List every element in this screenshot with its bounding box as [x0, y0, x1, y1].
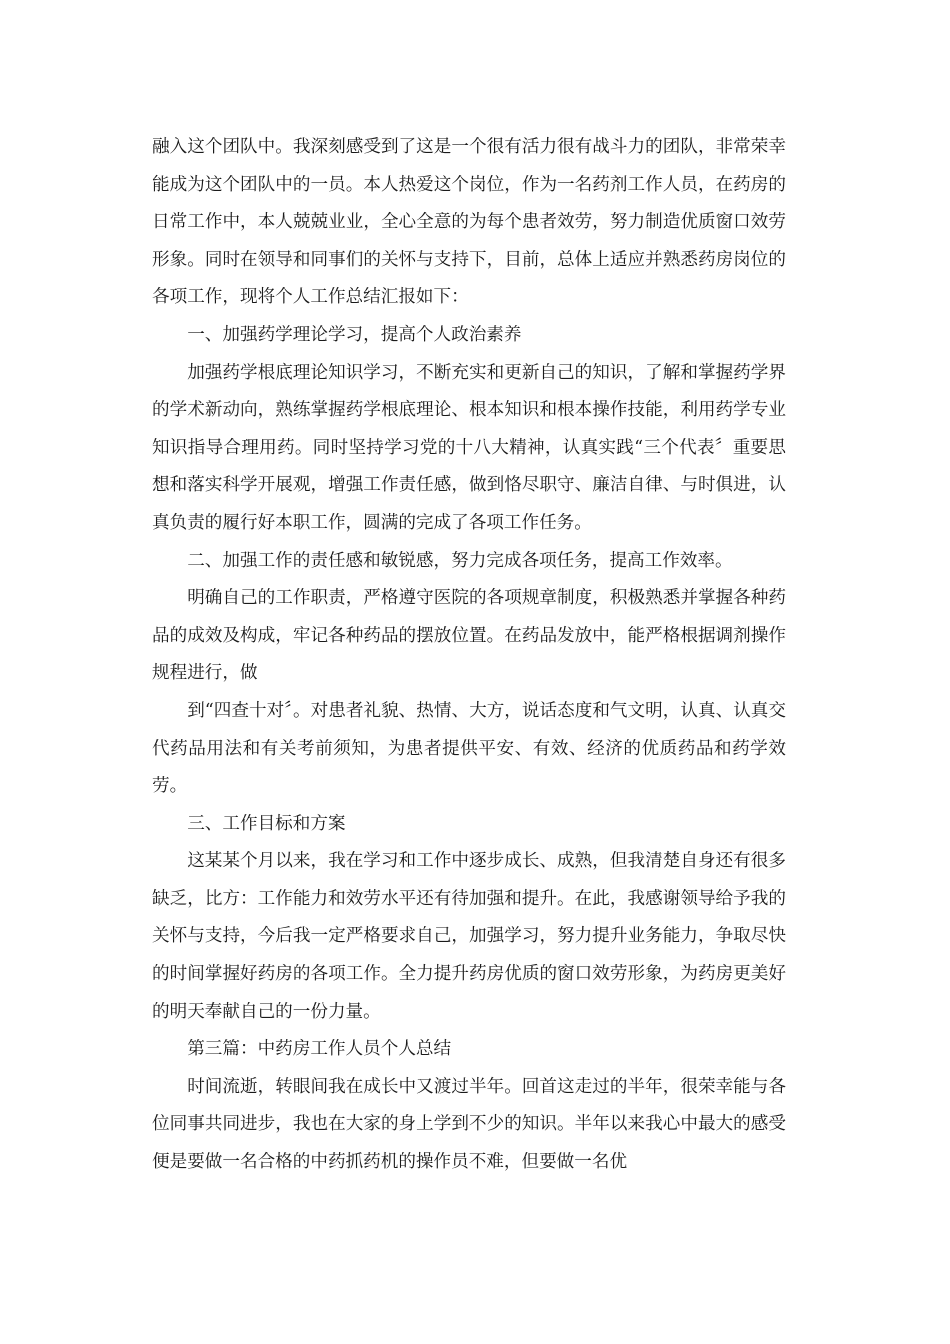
paragraph-section-2b: 到“四查十对〞。对患者礼貌、热情、大方，说话态度和气文明，认真、认真交代药品用法和有关考前须知，为患者提供平安、有效、经济的优质药品和药学效劳。 [152, 700, 786, 797]
chapter-title-part-3: 第三篇：中药房工作人员个人总结 [187, 1039, 452, 1060]
paragraph-section-2a: 明确自己的工作职责，严格遵守医院的各项规章制度，积极熟悉并掌握各种药品的成效及构成，牢记各种药品的摆放位置。在药品发放中，能严格根据调剂操作规程进行，做 [152, 588, 786, 684]
section-heading-3: 三、工作目标和方案 [187, 813, 346, 834]
document-page [152, 129, 786, 1182]
paragraph-section-1: 加强药学根底理论知识学习，不断充实和更新自己的知识，了解和掌握药学界的学术新动向，熟练掌握药学根底理论、根本知识和根本操作技能，利用药学专业知识指导合理用药。同时坚持学习党的十八大精神，认真实践“三个代表〞重要思想和落实科学开展观，增强工作责任感，做到恪尽职守、廉洁自律、与时俱进，认真负责的履行好本职工作，圆满的完成了各项工作任务。 [152, 362, 786, 533]
paragraph-section-3: 这某某个月以来，我在学习和工作中逐步成长、成熟，但我清楚自身还有很多缺乏，比方：工作能力和效劳水平还有待加强和提升。在此，我感谢领导给予我的关怀与支持，今后我一定严格要求自己，加强学习，努力提升业务能力，争取尽快的时间掌握好药房的各项工作。全力提升药房优质的窗口效劳形象，为药房更美好的明天奉献自己的一份力量。 [152, 851, 786, 1022]
paragraph-part-3-intro: 时间流逝，转眼间我在成长中又渡过半年。回首这走过的半年，很荣幸能与各位同事共同进步，我也在大家的身上学到不少的知识。半年以来我心中最大的感受便是要做一名合格的中药抓药机的操作员不难，但要做一名优 [152, 1076, 786, 1173]
section-heading-1: 一、加强药学理论学习，提高个人政治素养 [187, 324, 522, 345]
section-heading-2: 二、加强工作的责任感和敏锐感，努力完成各项任务，提高工作效率。 [187, 550, 733, 571]
paragraph-intro-continued: 融入这个团队中。我深刻感受到了这是一个很有活力很有战斗力的团队，非常荣幸能成为这个团队中的一员。本人热爱这个岗位，作为一名药剂工作人员，在药房的日常工作中，本人兢兢业业，全心全意的为每个患者效劳，努力制造优质窗口效劳形象。同时在领导和同事们的关怀与支持下，目前，总体上适应并熟悉药房岗位的各项工作，现将个人工作总结汇报如下： [152, 137, 786, 308]
